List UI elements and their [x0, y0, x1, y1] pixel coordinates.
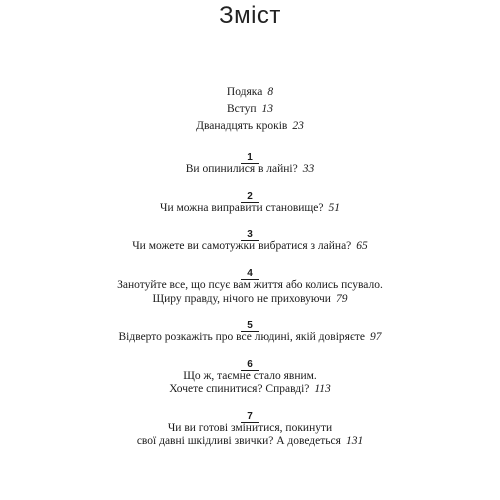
- chapter-title: Що ж, таємне стало явним.: [183, 369, 317, 382]
- chapter-entry-7: [0, 409, 500, 461]
- chapter-number: 6: [241, 359, 259, 371]
- chapter-title: Чи ви готові змінитися, покинути: [167, 421, 333, 434]
- chapter-title-continued: Щиру правду, нічого не приховуючи: [152, 292, 331, 305]
- chapter-entry-1: [0, 150, 500, 189]
- toc-entry-label: Подяка: [226, 86, 263, 98]
- toc-entry-introduction: [0, 101, 500, 118]
- page-title: Зміст: [219, 2, 281, 29]
- chapter-title: Ви опинилися в лайні?: [185, 163, 298, 175]
- chapter-page: 113: [314, 383, 331, 396]
- toc-entry-page: 23: [292, 120, 304, 132]
- toc-entry-page: 8: [267, 86, 274, 98]
- chapter-entry-2: [0, 189, 500, 228]
- chapter-page: 65: [356, 240, 368, 253]
- chapter-number: 4: [241, 268, 259, 280]
- chapter-page: 51: [328, 201, 340, 214]
- chapter-number: 3: [241, 229, 259, 241]
- chapter-list: [0, 150, 500, 461]
- toc-entry-label: Дванадцять кроків: [196, 120, 288, 132]
- chapter-entry-5: [0, 318, 500, 357]
- chapter-title: Занотуйте все, що псує вам життя або колись псувало.: [117, 279, 383, 292]
- chapter-entry-6: [0, 357, 500, 409]
- chapter-number: 2: [241, 191, 259, 203]
- chapter-number: 7: [241, 411, 259, 423]
- chapter-title: Чи можете ви самотужки вибратися з лайна?: [132, 240, 352, 253]
- toc-entry-acknowledgements: [0, 84, 500, 101]
- chapter-title: Відверто розкажіть про все людині, якій довіряєте: [118, 331, 366, 344]
- chapter-entry-4: [0, 266, 500, 318]
- chapter-number: 1: [241, 152, 259, 164]
- chapter-title-continued: Хочете спинитися? Справді?: [169, 383, 310, 396]
- toc-entry-label: Вступ: [226, 103, 257, 115]
- toc-entry-twelve-steps: [0, 118, 500, 135]
- chapter-title-continued: свої давні шкідливі звички? А доведеться: [136, 435, 341, 448]
- chapter-page: 131: [345, 435, 364, 448]
- chapter-page: 33: [302, 163, 315, 175]
- toc-entry-page: 13: [261, 103, 274, 115]
- chapter-page: 79: [335, 292, 348, 305]
- front-matter-list: [0, 84, 500, 135]
- chapter-title: Чи можна виправити становище?: [160, 201, 324, 214]
- chapter-entry-3: [0, 227, 500, 266]
- chapter-page: 97: [370, 331, 382, 344]
- chapter-number: 5: [241, 320, 259, 332]
